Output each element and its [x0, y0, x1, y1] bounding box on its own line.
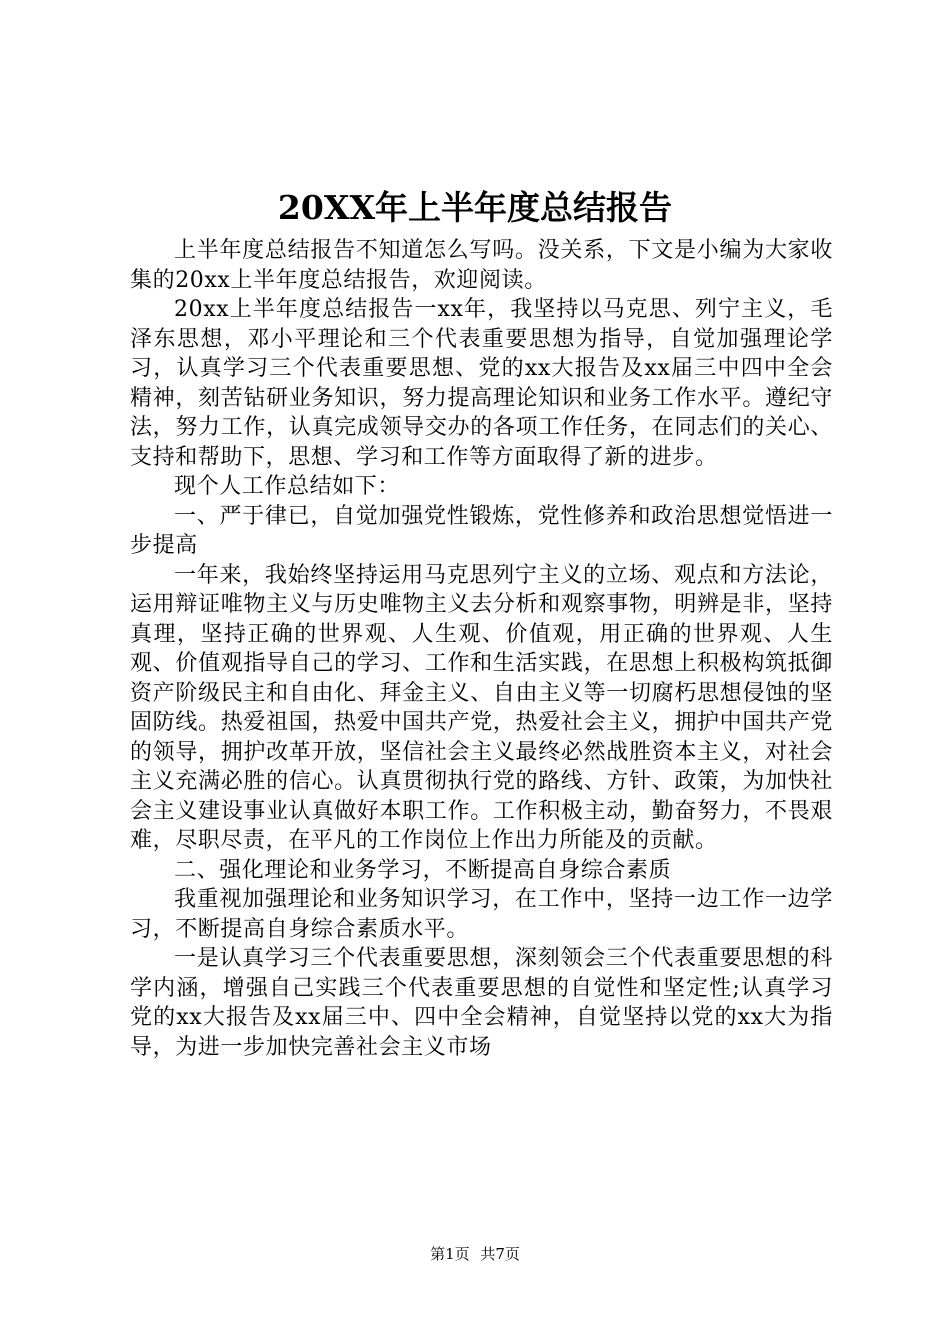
section-heading-one: 一、严于律已，自觉加强党性锻炼，党性修养和政治思想觉悟进一步提高 [130, 503, 833, 558]
section-heading-two: 二、强化理论和业务学习，不断提高自身综合素质 [174, 857, 672, 883]
paragraph-section-one: 一年来，我始终坚持运用马克思列宁主义的立场、观点和方法论，运用辩证唯物主义与历史唯物主义去分析和观察事物，明辨是非，坚持真理，坚持正确的世界观、人生观、价值观，用正确的世界观、人生观、价值观指导自己的学习、工作和生活实践，在思想上积极构筑抵御资产阶级民主和自由化、拜金主义、自由主义等一切腐朽思想侵蚀的坚固防线。热爱祖国，热爱中国共产党，热爱社会主义，拥护中国共产党的领导，拥护改革开放，坚信社会主义最终必然战胜资本主义，对社会主义充满必胜的信心。认真贯彻执行党的路线、方针、政策，为加快社会主义建设事业认真做好本职工作。工作积极主动，勤奋努力，不畏艰难，尽职尽责，在平凡的工作岗位上作出力所能及的贡献。 [130, 562, 833, 853]
paragraph-report-opening: 20xx上半年度总结报告一xx年，我坚持以马克思、列宁主义，毛泽东思想，邓小平理论和三个代表重要思想为指导，自觉加强理论学习，认真学习三个代表重要思想、党的xx大报告及xx届三中四中全会精神，刻苦钻研业务知识，努力提高理论知识和业务工作水平。遵纪守法，努力工作，认真完成领导交办的各项工作任务，在同志们的关心、支持和帮助下，思想、学习和工作等方面取得了新的进步。 [130, 297, 833, 470]
paragraph-summary-lead: 现个人工作总结如下： [174, 474, 401, 499]
page-total: 共7页 [480, 1245, 520, 1263]
document-body [130, 236, 833, 1062]
paragraph-section-two-point-one: 一是认真学习三个代表重要思想，深刻领会三个代表重要思想的科学内涵，增强自己实践三个代表重要思想的自觉性和坚定性;认真学习党的xx大报告及xx届三中、四中全会精神，自觉坚持以党的xx大为指导，为进一步加快完善社会主义市场 [130, 946, 833, 1060]
paragraph-section-two-intro: 我重视加强理论和业务知识学习，在工作中，坚持一边工作一边学习，不断提高自身综合素质水平。 [130, 887, 833, 942]
paragraph-intro: 上半年度总结报告不知道怎么写吗。没关系，下文是小编为大家收集的20xx上半年度总结报告，欢迎阅读。 [130, 238, 833, 293]
document-title: 20XX年上半年度总结报告 [277, 188, 673, 227]
page-footer [0, 1244, 950, 1264]
page-number: 第1页 [430, 1245, 470, 1263]
